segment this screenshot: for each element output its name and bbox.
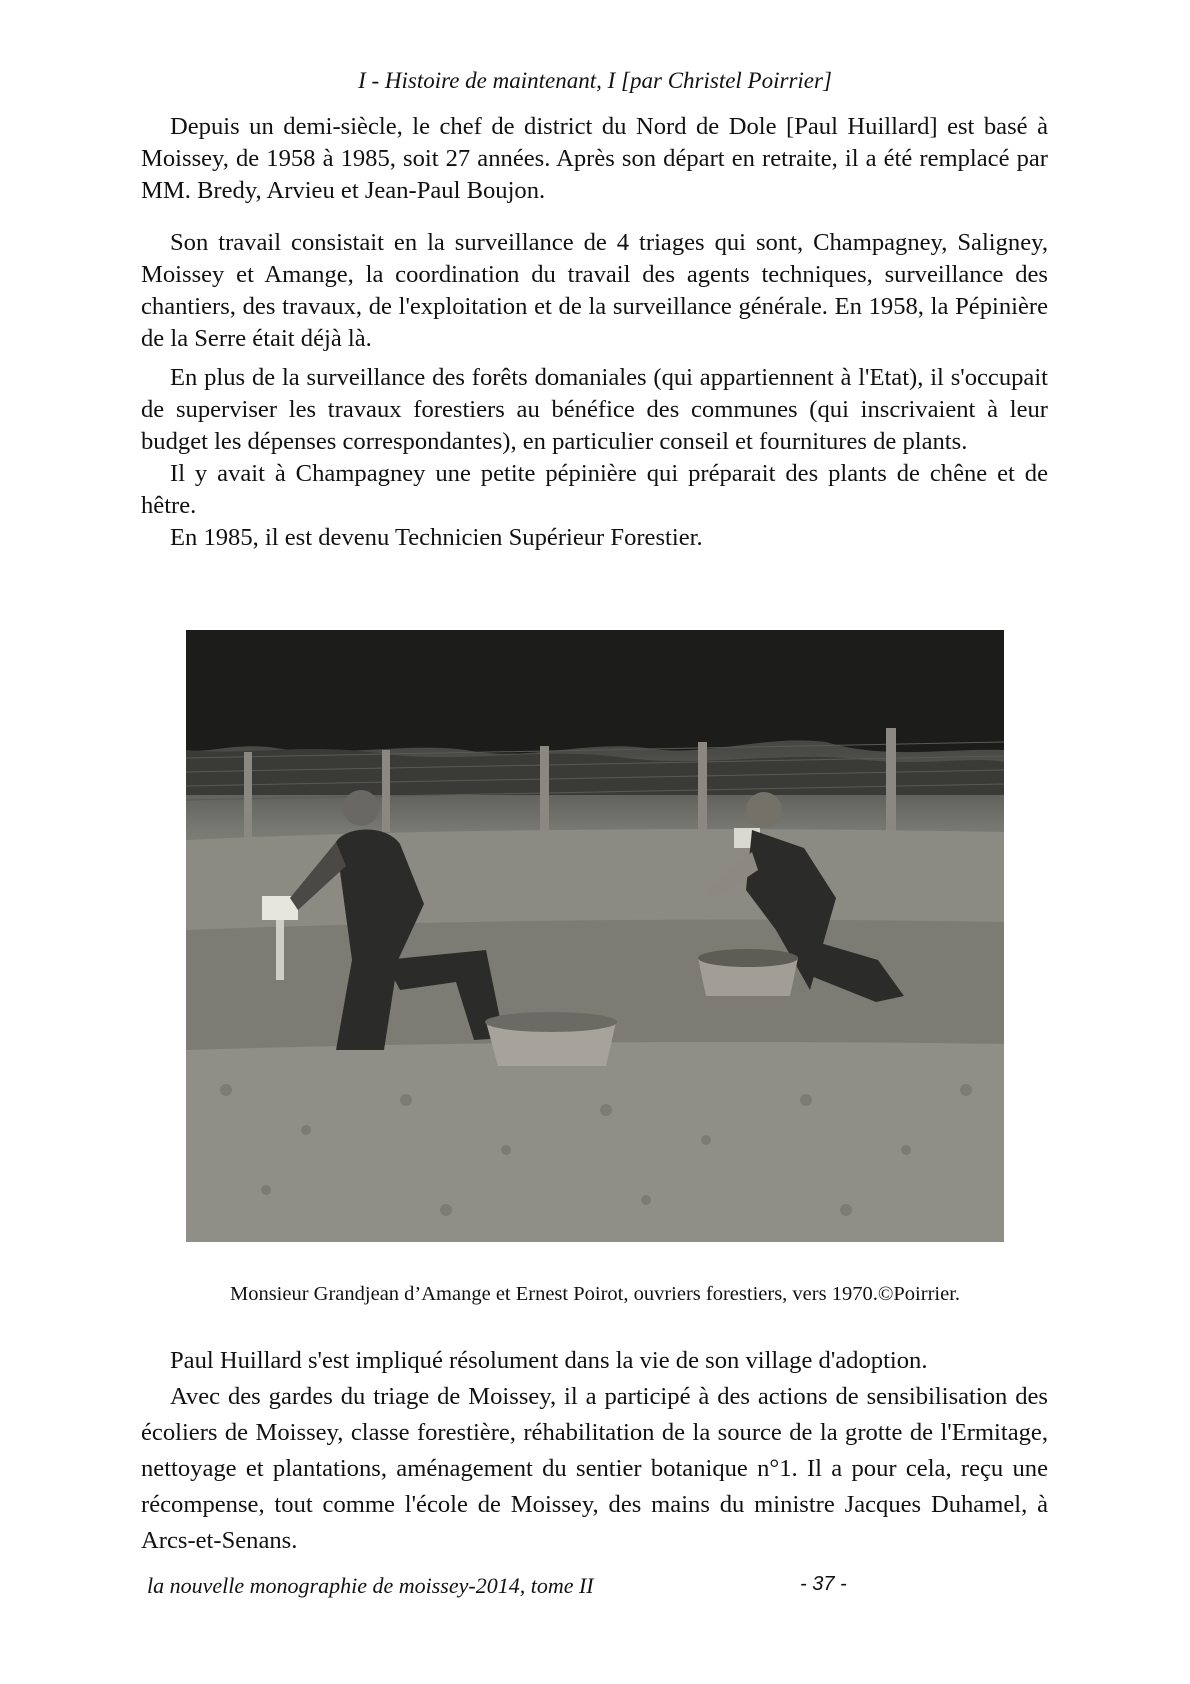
paragraph: Avec des gardes du triage de Moissey, il a participé à des actions de sensibilisation des écoliers de Moissey, classe forestière, réhabilitation de la source de la grotte de l'Ermitage, nettoyage et plantations, aménagement du sentier botanique n°1. Il a pour cela, reçu une récompense, tout comme l'école de Moissey, des mains du ministre Jacques Duhamel, à Arcs-et-Senans. [141,1383,1048,1554]
running-header: I - Histoire de maintenant, I [par Christel Poirrier] [358,68,832,93]
paragraph: Son travail consistait en la surveillance de 4 triages qui sont, Champagney, Saligney, Moissey et Amange, la coordination du travail des agents techniques, surveillance des chantiers, des travaux, de l'exploitation et de la surveillance générale. En 1958, la Pépinière de la Serre était déjà là. [141,229,1048,352]
body-text-top [141,111,1048,554]
footer-publication: la nouvelle monographie de moissey-2014, tome II [147,1573,594,1598]
photo-illustration [186,630,1004,1242]
figure-caption: Monsieur Grandjean d’Amange et Ernest Poirot, ouvriers forestiers, vers 1970.©Poirrier. [229,1283,961,1305]
paragraph: En plus de la surveillance des forêts domaniales (qui appartiennent à l'Etat), il s'occupait de superviser les travaux forestiers au bénéfice des communes (qui inscrivaient à leur budget les dépenses correspondantes), en particulier conseil et fournitures de plants. [141,364,1048,455]
paragraph: Paul Huillard s'est impliqué résolument dans la vie de son village d'adoption. [170,1347,928,1374]
page-number: - 37 - [800,1573,847,1595]
paragraph: Depuis un demi-siècle, le chef de district du Nord de Dole [Paul Huillard] est basé à Moissey, de 1958 à 1985, soit 27 années. Après son départ en retraite, il a été remplacé par MM. Bredy, Arvieu et Jean-Paul Boujon. [141,113,1048,204]
paragraph: En 1985, il est devenu Technicien Supérieur Forestier. [170,524,703,551]
photo-forest-workers [186,630,1004,1242]
body-text-bottom [141,1343,1048,1559]
paragraph: Il y avait à Champagney une petite pépinière qui préparait des plants de chêne et de hêtre. [141,460,1048,519]
